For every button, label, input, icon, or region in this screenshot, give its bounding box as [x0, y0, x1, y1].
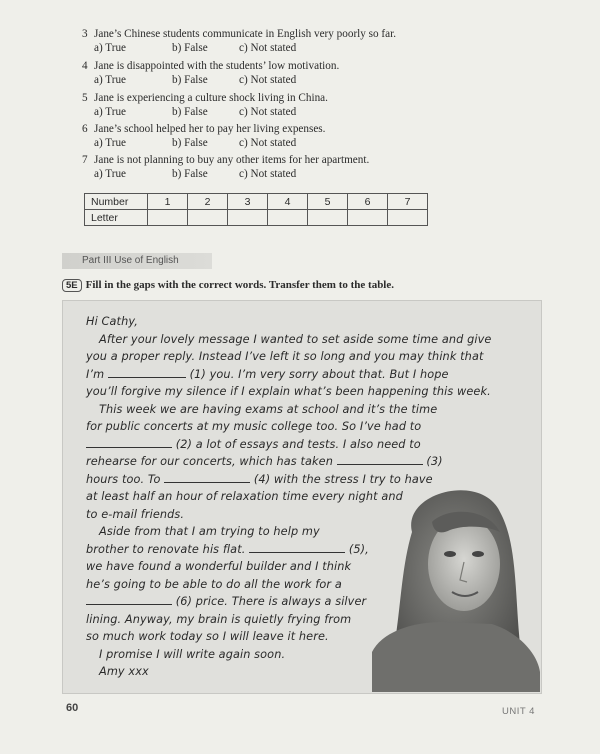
- option-c: c) Not stated: [239, 74, 297, 86]
- question-text: Jane’s Chinese students communicate in English very poorly so far.: [94, 28, 397, 40]
- question-number: 6: [82, 123, 88, 135]
- option-c: c) Not stated: [239, 168, 297, 180]
- question-number: 4: [82, 60, 88, 72]
- question-number: 7: [82, 154, 88, 166]
- gap-6[interactable]: [86, 594, 172, 605]
- letter-line: he’s going to be able to do all the work for a: [86, 577, 342, 591]
- option-a: a) True: [94, 168, 127, 180]
- letter-line: we have found a wonderful builder and I think: [86, 560, 352, 573]
- option-b: b) False: [172, 106, 208, 118]
- letter-line: [86, 593, 526, 611]
- option-b: b) False: [172, 168, 208, 180]
- question-6: [82, 122, 325, 150]
- letter-line: lining. Anyway, my brain is quietly frying from: [86, 612, 352, 626]
- answer-cell[interactable]: [348, 210, 388, 226]
- answer-cell[interactable]: [228, 210, 268, 226]
- letter-line: for public concerts at my music college too. So I’ve had to: [86, 420, 422, 433]
- letter-fragment: (2) a lot of essays and tests. I also need to: [175, 437, 421, 451]
- number-cell: 5: [308, 194, 348, 210]
- part-heading: Part III Use of English: [62, 253, 212, 269]
- option-b: b) False: [172, 137, 208, 149]
- letter-row: [85, 210, 428, 226]
- letter-line: to e-mail friends.: [86, 507, 185, 521]
- option-a: a) True: [94, 137, 127, 149]
- gap-4[interactable]: [164, 472, 250, 483]
- letter-greeting: Hi Cathy,: [86, 315, 138, 328]
- question-text: Jane is not planning to buy any other items for her apartment.: [94, 154, 370, 166]
- letter-fragment: (4) with the stress I try to have: [253, 472, 433, 486]
- letter-fragment: brother to renovate his flat.: [86, 542, 246, 556]
- number-row: [85, 194, 428, 210]
- option-b: b) False: [172, 42, 208, 54]
- letter-line: at least half an hour of relaxation time every night and: [86, 490, 403, 503]
- letter-line: [86, 541, 526, 559]
- answer-cell[interactable]: [308, 210, 348, 226]
- option-a: a) True: [94, 106, 127, 118]
- letter-line: you’ll forgive my silence if I explain what’s been happening this week.: [86, 385, 491, 398]
- answer-cell[interactable]: [188, 210, 228, 226]
- question-text: Jane is experiencing a culture shock living in China.: [94, 92, 328, 104]
- number-cell: 7: [388, 194, 428, 210]
- row-label: Letter: [85, 210, 148, 226]
- number-cell: 4: [268, 194, 308, 210]
- option-b: b) False: [172, 74, 208, 86]
- row-label: Number: [85, 194, 148, 210]
- number-cell: 1: [148, 194, 188, 210]
- letter-signature: Amy xxx: [99, 665, 149, 678]
- question-text: Jane’s school helped her to pay her living expenses.: [94, 123, 326, 135]
- gap-3[interactable]: [337, 454, 423, 465]
- letter-line: [86, 453, 526, 471]
- option-c: c) Not stated: [239, 42, 297, 54]
- answer-cell[interactable]: [148, 210, 188, 226]
- question-5: [82, 91, 328, 119]
- task-instruction: [62, 279, 394, 292]
- unit-label: UNIT 4: [502, 706, 535, 717]
- letter-fragment: (6) price. There is always a silver: [175, 595, 367, 608]
- letter-line: I promise I will write again soon.: [99, 647, 286, 661]
- option-c: c) Not stated: [239, 137, 297, 149]
- number-cell: 2: [188, 194, 228, 210]
- answer-cell[interactable]: [268, 210, 308, 226]
- letter-line: Aside from that I am trying to help my: [99, 525, 320, 538]
- question-3: [82, 27, 396, 55]
- letter-text: [86, 313, 526, 681]
- letter-fragment: I’m: [86, 367, 105, 381]
- letter-fragment: (5),: [348, 542, 369, 556]
- gap-5[interactable]: [249, 542, 345, 553]
- answer-cell[interactable]: [388, 210, 428, 226]
- question-text: Jane is disappointed with the students’ low motivation.: [94, 60, 340, 72]
- letter-line: [86, 471, 526, 489]
- number-cell: 3: [228, 194, 268, 210]
- option-c: c) Not stated: [239, 106, 297, 118]
- letter-line: This week we are having exams at school and it’s the time: [99, 402, 438, 416]
- question-4: [82, 59, 339, 87]
- gap-2[interactable]: [86, 437, 172, 448]
- task-badge: 5E: [62, 279, 82, 292]
- option-a: a) True: [94, 74, 127, 86]
- option-a: a) True: [94, 42, 127, 54]
- letter-line: [86, 366, 526, 384]
- letter-line: you a proper reply. Instead I’ve left it so long and you may think that: [86, 350, 484, 363]
- number-cell: 6: [348, 194, 388, 210]
- task-text: Fill in the gaps with the correct words. Transfer them to the table.: [85, 279, 394, 291]
- letter-line: [86, 436, 526, 454]
- question-number: 3: [82, 28, 88, 40]
- letter-fragment: hours too. To: [86, 472, 161, 486]
- letter-line: so much work today so I will leave it here.: [86, 630, 329, 643]
- letter-fragment: (3): [426, 455, 443, 468]
- question-number: 5: [82, 92, 88, 104]
- gap-1[interactable]: [108, 367, 186, 378]
- question-7: [82, 153, 369, 181]
- letter-fragment: rehearse for our concerts, which has taken: [86, 455, 333, 468]
- answer-table: [84, 193, 428, 226]
- page-number: 60: [66, 702, 79, 714]
- letter-fragment: (1) you. I’m very sorry about that. But I hope: [189, 367, 449, 381]
- letter-line: After your lovely message I wanted to set aside some time and give: [99, 332, 492, 346]
